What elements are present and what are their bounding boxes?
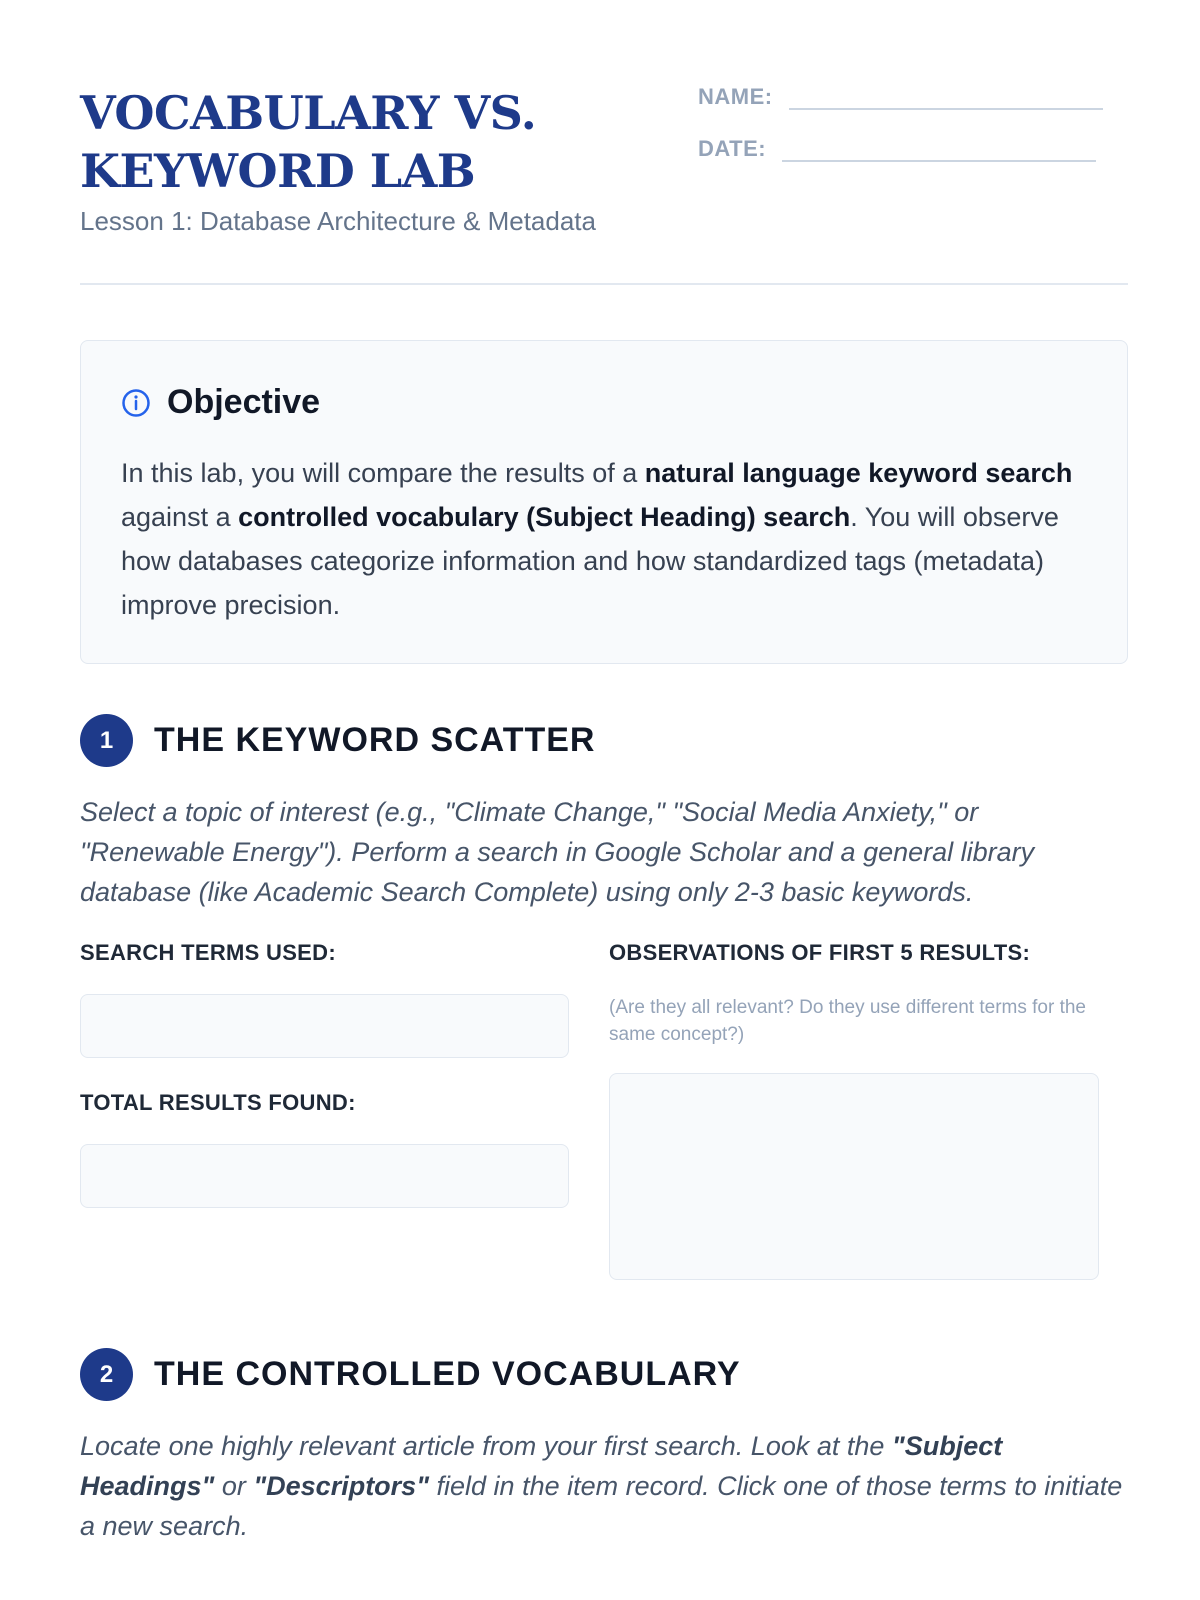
objective-bold-term: natural language keyword search bbox=[644, 458, 1073, 488]
title-line-1: VOCABULARY VS. bbox=[80, 86, 537, 140]
section-2-instructions bbox=[80, 1426, 1128, 1546]
search-terms-input[interactable] bbox=[80, 994, 569, 1058]
observations-label: OBSERVATIONS OF FIRST 5 RESULTS: bbox=[609, 940, 1031, 965]
info-icon bbox=[121, 388, 151, 418]
section-1-instructions: Select a topic of interest (e.g., "Climate Change," "Social Media Anxiety," or "Renewable Energy"). Perform a search in Google Scholar and a general library database (like Academic Search Complete) using only 2-3 basic keywords. bbox=[80, 797, 1035, 907]
lesson-subtitle: Lesson 1: Database Architecture & Metadata bbox=[80, 206, 596, 236]
total-results-input[interactable] bbox=[80, 1144, 569, 1208]
observations-textarea[interactable] bbox=[609, 1073, 1099, 1280]
section-1-heading bbox=[80, 714, 595, 767]
search-terms-label: SEARCH TERMS USED: bbox=[80, 940, 336, 965]
instruction-text-part: or bbox=[214, 1471, 254, 1501]
section-title: THE KEYWORD SCATTER bbox=[154, 721, 596, 759]
total-results-label: TOTAL RESULTS FOUND: bbox=[80, 1090, 356, 1115]
name-label: NAME: bbox=[698, 84, 773, 109]
objective-title: Objective bbox=[167, 383, 321, 421]
objective-heading bbox=[121, 383, 320, 422]
instruction-bold-term: "Subject Headings" bbox=[80, 1431, 1003, 1501]
name-field bbox=[698, 84, 1103, 110]
worksheet-page bbox=[80, 0, 1128, 1600]
section-number-badge: 1 bbox=[80, 714, 133, 767]
date-field bbox=[698, 136, 1096, 162]
objective-bold-term: controlled vocabulary (Subject Heading) search bbox=[238, 502, 851, 532]
title-line-2: KEYWORD LAB bbox=[80, 144, 476, 198]
name-blank-line[interactable] bbox=[789, 86, 1103, 110]
date-label: DATE: bbox=[698, 136, 767, 161]
section-title: THE CONTROLLED VOCABULARY bbox=[154, 1355, 741, 1393]
objective-text-part: In this lab, you will compare the results of a bbox=[121, 458, 645, 488]
header-divider bbox=[80, 283, 1128, 285]
instruction-text-part: field in the item record. Click one of those terms to initiate a new search. bbox=[80, 1471, 1123, 1541]
objective-text-part: against a bbox=[121, 502, 239, 532]
date-blank-line[interactable] bbox=[782, 138, 1096, 162]
instruction-bold-term: "Descriptors" bbox=[253, 1471, 430, 1501]
objective-box bbox=[80, 340, 1128, 664]
objective-text-part: . You will observe how databases categorize information and how standardized tags (metadata) improve precision. bbox=[121, 502, 1059, 620]
observations-hint: (Are they all relevant? Do they use different terms for the same concept?) bbox=[609, 997, 1086, 1045]
instruction-text-part: Locate one highly relevant article from your first search. Look at the bbox=[80, 1431, 892, 1461]
section-number-badge: 2 bbox=[80, 1348, 133, 1401]
section-2-heading bbox=[80, 1348, 741, 1401]
worksheet-header bbox=[80, 84, 1128, 284]
objective-text bbox=[121, 451, 1081, 627]
